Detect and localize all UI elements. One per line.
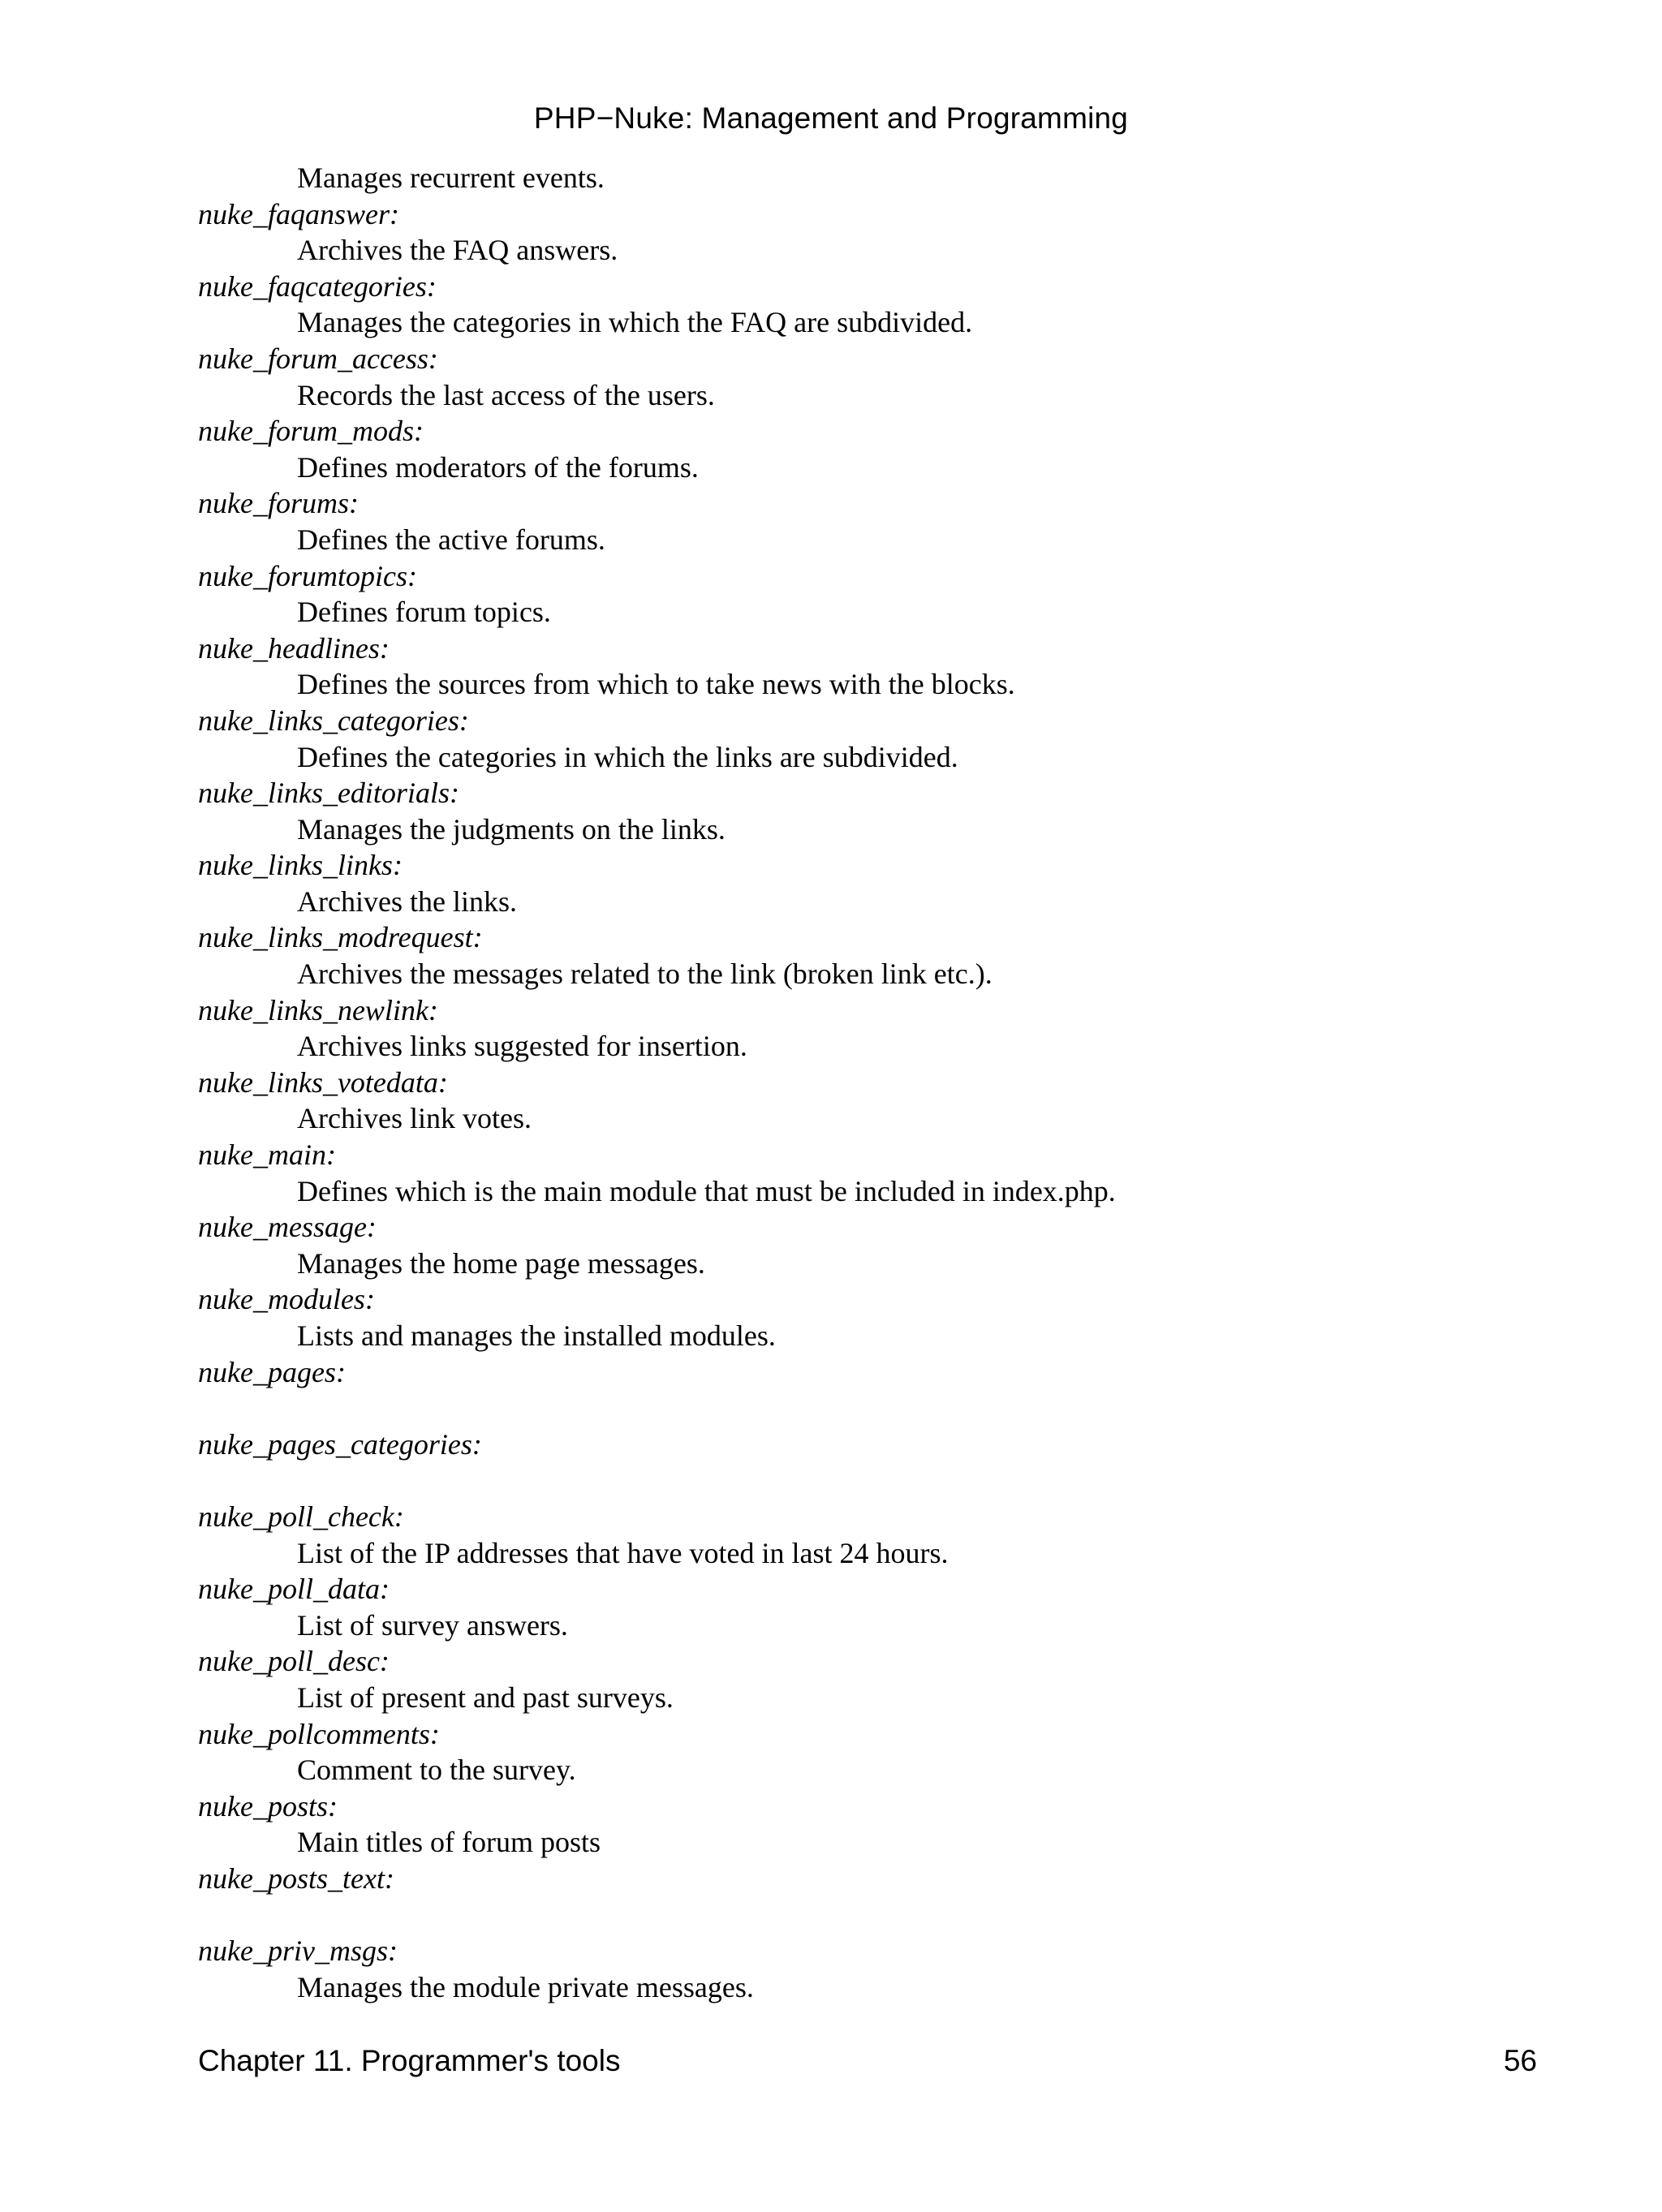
table-name-term: nuke_forums:: [198, 487, 359, 520]
table-name-term: nuke_forum_access:: [198, 342, 438, 375]
table-name-term: nuke_pages:: [198, 1355, 346, 1388]
table-description: [297, 1390, 1537, 1427]
table-name-term: nuke_poll_check:: [198, 1500, 404, 1533]
table-name-term: nuke_faqanswer:: [198, 197, 399, 230]
page-number: 56: [1503, 2044, 1537, 2077]
table-description: Archives links suggested for insertion.: [297, 1030, 747, 1063]
table-name-term: nuke_links_links:: [198, 849, 403, 882]
table-name-term: nuke_forum_mods:: [198, 415, 424, 448]
chapter-title: Chapter 11. Programmer's tools: [198, 2044, 621, 2077]
table-name-term: nuke_headlines:: [198, 631, 390, 665]
page-header: PHP−Nuke: Management and Programming: [533, 101, 1129, 135]
table-description: Defines the sources from which to take news with the blocks.: [297, 668, 1015, 701]
table-description: Defines forum topics.: [297, 596, 551, 629]
table-name-term: nuke_links_modrequest:: [198, 921, 483, 954]
table-description: Archives the messages related to the link (broken link etc.).: [297, 958, 992, 991]
table-description: [297, 1462, 1537, 1499]
table-description: Records the last access of the users.: [297, 378, 715, 411]
table-name-term: nuke_links_newlink:: [198, 993, 438, 1026]
table-name-term: nuke_message:: [198, 1211, 377, 1244]
table-name-term: nuke_main:: [198, 1138, 336, 1172]
table-name-term: nuke_priv_msgs:: [198, 1934, 398, 1968]
table-description: Lists and manages the installed modules.: [297, 1319, 776, 1352]
table-description: List of the IP addresses that have voted in last 24 hours.: [297, 1536, 949, 1569]
table-description: Manages the judgments on the links.: [297, 812, 726, 846]
table-description: Manages the home page messages.: [297, 1246, 705, 1280]
table-description: Manages the module private messages.: [297, 1970, 754, 2003]
table-name-term: nuke_poll_desc:: [198, 1645, 390, 1678]
definition-list: [198, 160, 1537, 2005]
table-name-term: nuke_poll_data:: [198, 1573, 390, 1606]
table-description: Defines moderators of the forums.: [297, 450, 699, 484]
table-name-term: nuke_posts_text:: [198, 1861, 394, 1895]
table-description: List of present and past surveys.: [297, 1681, 674, 1714]
table-name-term: nuke_links_votedata:: [198, 1065, 448, 1099]
table-description: Archives the links.: [297, 884, 517, 918]
table-name-term: nuke_forumtopics:: [198, 559, 417, 592]
table-description: [297, 1897, 1537, 1934]
table-description: Defines which is the main module that must be included in index.php.: [297, 1174, 1116, 1207]
table-description: Main titles of forum posts: [297, 1826, 601, 1859]
table-description: Archives link votes.: [297, 1102, 532, 1135]
table-name-term: nuke_modules:: [198, 1283, 375, 1316]
table-description: Defines the categories in which the links are subdivided.: [297, 740, 958, 773]
table-name-term: nuke_links_editorials:: [198, 777, 459, 810]
page-footer: [198, 2042, 1537, 2081]
table-name-term: nuke_pollcomments:: [198, 1717, 440, 1750]
continued-description: Manages recurrent events.: [297, 161, 605, 194]
table-description: Defines the active forums.: [297, 523, 605, 556]
table-name-term: nuke_posts:: [198, 1789, 338, 1823]
table-name-term: nuke_faqcategories:: [198, 269, 437, 303]
table-description: Manages the categories in which the FAQ are subdivided.: [297, 306, 973, 339]
table-description: Archives the FAQ answers.: [297, 234, 618, 267]
table-name-term: nuke_links_categories:: [198, 704, 469, 737]
table-name-term: nuke_pages_categories:: [198, 1427, 482, 1461]
table-description: List of survey answers.: [297, 1608, 568, 1642]
table-description: Comment to the survey.: [297, 1754, 576, 1787]
